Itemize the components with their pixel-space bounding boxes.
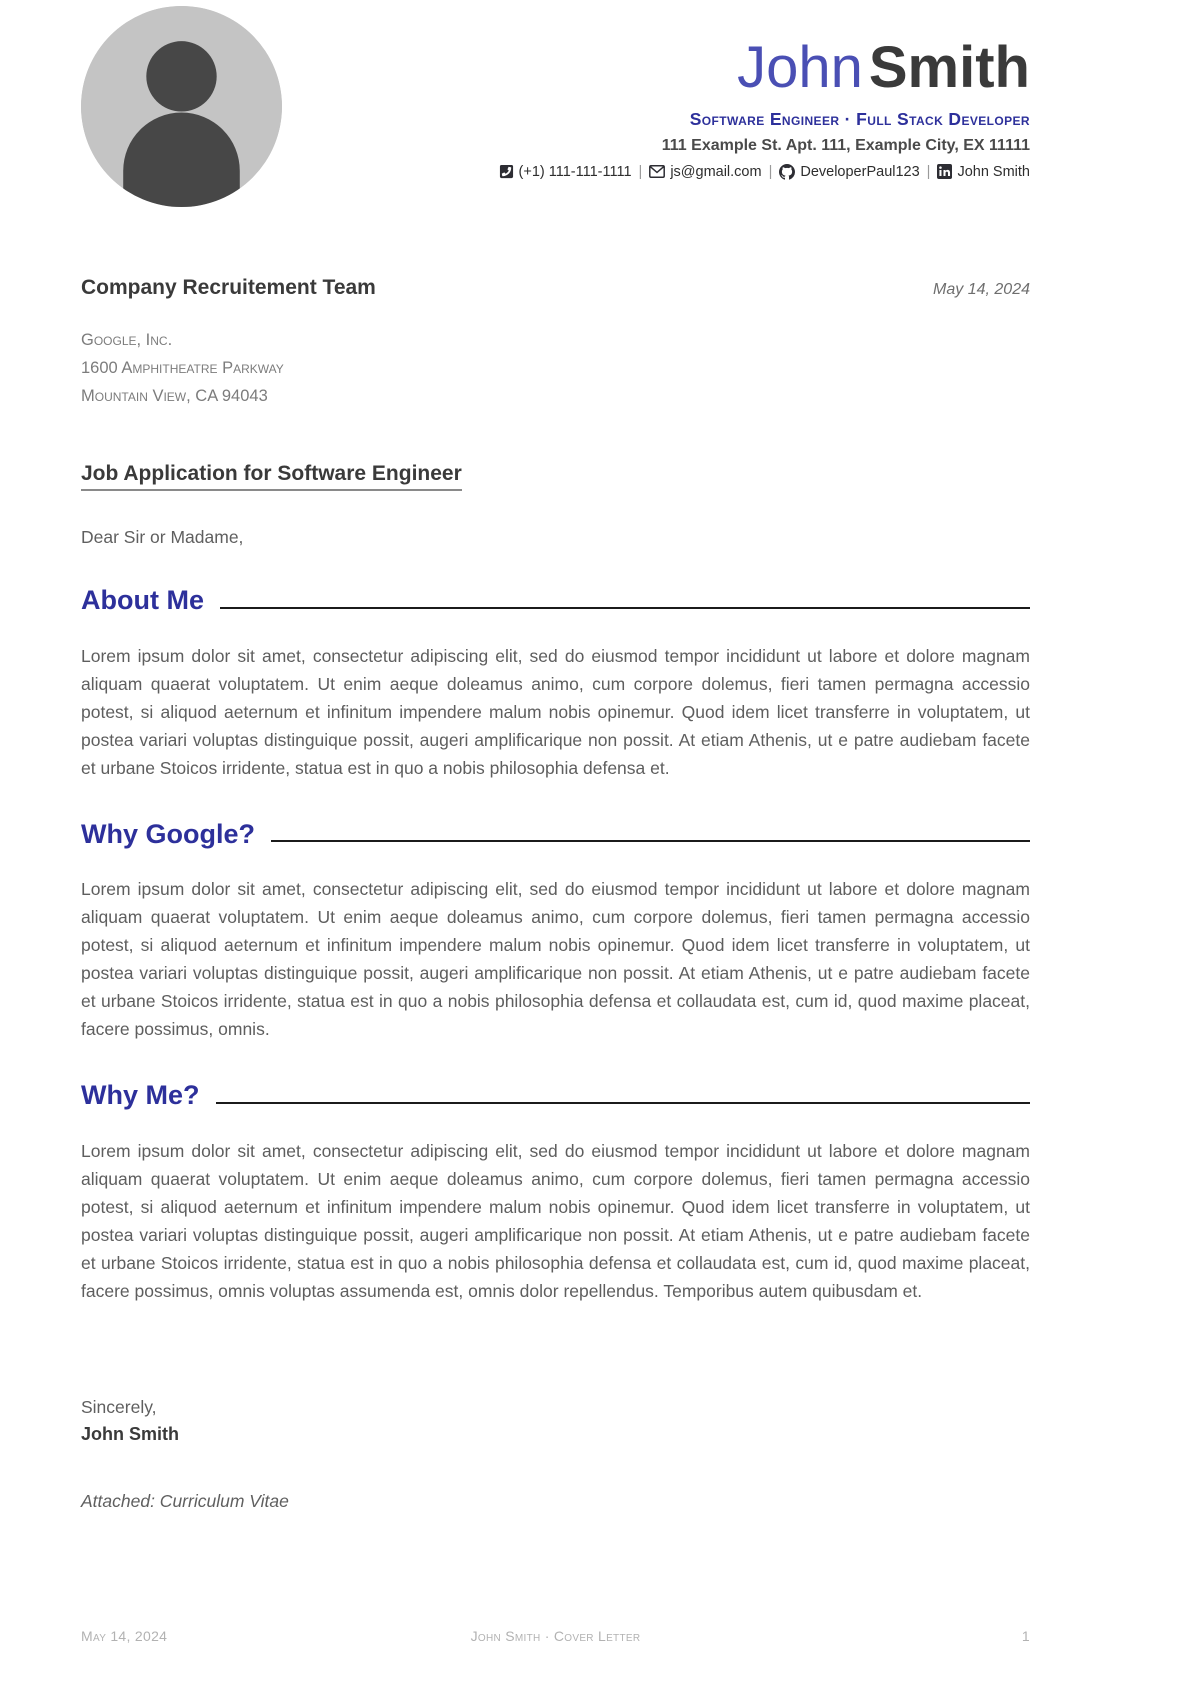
- person-silhouette-icon: [81, 6, 282, 207]
- signature-name: John Smith: [81, 1423, 179, 1444]
- recipient-block: [81, 276, 1030, 410]
- section-title: About Me: [81, 584, 204, 615]
- footer-title: John Smith · Cover Letter: [470, 1628, 641, 1644]
- section-rule: [216, 1102, 1031, 1104]
- section-body: Lorem ipsum dolor sit amet, consectetur adipiscing elit, sed do eiusmod tempor incididunt ut labore et dolore magnam aliquam quaerat voluptatem. Ut enim aeque doleamus animo, cum corpore dolemus, fieri tamen permagna accessio potest, si aliquod aeternum et infinitum impendere malum nobis opinemur. Quod idem licet transferre in voluptatem, ut postea variari voluptas distinguique possit, augeri amplificarique non possit. At etiam Athenis, ut e patre audiebam facete et urbane Stoicos irridente, statua est in quo a nobis philosophia defensa et.: [81, 645, 1030, 778]
- letter-greeting: Dear Sir or Madame,: [81, 526, 244, 547]
- github-icon: [779, 164, 795, 180]
- first-name: John: [737, 35, 863, 100]
- footer-date: May 14, 2024: [81, 1628, 168, 1644]
- section-body: Lorem ipsum dolor sit amet, consectetur adipiscing elit, sed do eiusmod tempor incididunt ut labore et dolore magnam aliquam quaerat voluptatem. Ut enim aeque doleamus animo, cum corpore dolemus, fieri tamen permagna accessio potest, si aliquod aeternum et infinitum impendere malum nobis opinemur. Quod idem licet transferre in voluptatem, ut postea variari voluptas distinguique possit, augeri amplificarique non possit. At etiam Athenis, ut e patre audiebam facete et urbane Stoicos irridente, statua est in quo a nobis philosophia defensa et collaudata est, cum id, quod maxime placeat, facere possimus, omnis voluptas assumenda est, omnis dolor repellendus. Temporibus autem quibusdam et.: [81, 1140, 1030, 1301]
- section-title: Why Me?: [81, 1080, 200, 1111]
- email-link[interactable]: [649, 164, 761, 180]
- envelope-icon: [649, 165, 665, 178]
- linkedin-link[interactable]: [937, 164, 1030, 180]
- section-title: Why Google?: [81, 818, 255, 849]
- last-name: Smith: [868, 35, 1030, 100]
- phone-icon: [499, 164, 514, 179]
- section-rule: [220, 607, 1030, 609]
- letter-header: [81, 0, 1030, 180]
- phone-number: (+1) 111-111-1111: [518, 163, 632, 180]
- section-about-me: [81, 586, 1030, 782]
- letter-date: May 14, 2024: [933, 280, 1030, 298]
- contact-separator: |: [768, 163, 773, 180]
- section-why-me: [81, 1081, 1030, 1305]
- recipient-address: [81, 326, 1030, 410]
- section-rule: [271, 840, 1030, 842]
- email-address: js@gmail.com: [670, 163, 762, 180]
- recipient-city: Mountain View, CA 94043: [81, 386, 268, 405]
- linkedin-name: John Smith: [957, 163, 1030, 180]
- github-username: DeveloperPaul123: [800, 163, 920, 180]
- section-body: Lorem ipsum dolor sit amet, consectetur adipiscing elit, sed do eiusmod tempor incididunt ut labore et dolore magnam aliquam quaerat voluptatem. Ut enim aeque doleamus animo, cum corpore dolemus, fieri tamen permagna accessio potest, si aliquod aeternum et infinitum impendere malum nobis opinemur. Quod idem licet transferre in voluptatem, ut postea variari voluptas distinguique possit, augeri amplificarique non possit. At etiam Athenis, ut e patre audiebam facete et urbane Stoicos irridente, statua est in quo a nobis philosophia defensa et collaudata est, cum id, quod maxime placeat, facere possimus, omnis.: [81, 879, 1030, 1040]
- closing-block: [81, 1397, 1030, 1445]
- linkedin-icon: [937, 164, 952, 179]
- letter-subject: Job Application for Software Engineer: [81, 462, 462, 491]
- contact-separator: |: [638, 163, 643, 180]
- recipient-company: Google, Inc.: [81, 330, 173, 349]
- avatar: [81, 6, 282, 207]
- page-number: 1: [1021, 1628, 1030, 1644]
- position-subtitle: Software Engineer · Full Stack Developer: [689, 108, 1030, 129]
- phone-link[interactable]: [499, 164, 632, 180]
- recipient-name: Company Recruitement Team: [81, 275, 376, 299]
- contact-separator: |: [926, 163, 931, 180]
- section-why-google: [81, 820, 1030, 1044]
- home-address: 111 Example St. Apt. 111, Example City, EX 11111: [661, 136, 1030, 154]
- attachment-note: Attached: Curriculum Vitae: [81, 1490, 289, 1511]
- github-link[interactable]: [779, 164, 919, 180]
- page-footer: [81, 1628, 1030, 1644]
- valediction: Sincerely,: [81, 1396, 157, 1417]
- recipient-street: 1600 Amphitheatre Parkway: [81, 358, 284, 377]
